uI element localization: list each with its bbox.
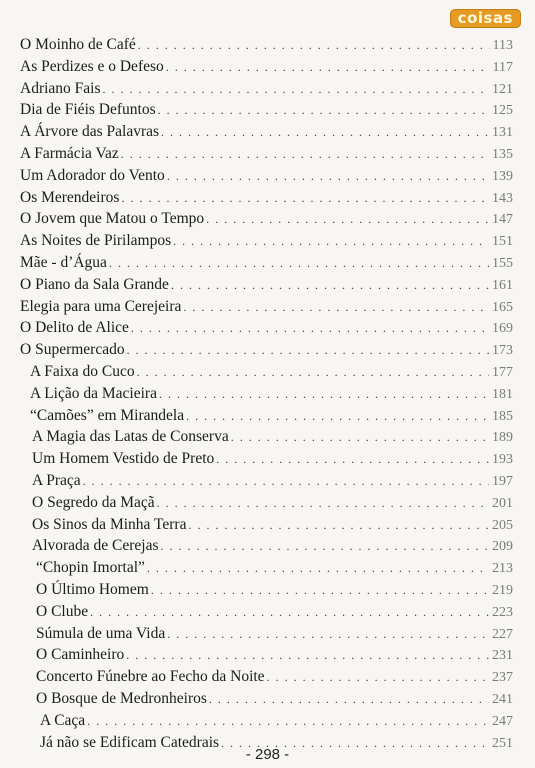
toc-entry-title: A Farmácia Vaz xyxy=(20,145,119,162)
dot-leader xyxy=(147,561,489,576)
toc-entry-page: 173 xyxy=(492,343,513,358)
toc-entry-title: O Jovem que Matou o Tempo xyxy=(20,210,205,227)
dot-leader xyxy=(87,714,489,729)
toc-entry xyxy=(0,341,513,361)
toc-entry xyxy=(0,58,513,78)
coisas-logo: coisas xyxy=(450,9,521,28)
toc-entry xyxy=(0,472,513,492)
dot-leader xyxy=(121,147,489,162)
toc-entry-title: Adriano Fais xyxy=(20,80,101,97)
dot-leader xyxy=(127,343,489,358)
toc-entry-page: 135 xyxy=(492,147,513,162)
toc-entry-title: Dia de Fiéis Defuntos xyxy=(20,101,156,118)
toc-entry-title: A Caça xyxy=(40,712,86,729)
toc-entry xyxy=(0,145,513,165)
toc-entry-title: O Moinho de Café xyxy=(20,36,136,53)
dot-leader xyxy=(161,539,489,554)
toc-entry-page: 181 xyxy=(492,387,513,402)
toc-entry-title: Um Adorador do Vento xyxy=(20,167,165,184)
toc-entry-title: Súmula de uma Vida xyxy=(36,625,166,642)
toc-entry-page: 251 xyxy=(492,736,513,751)
dot-leader xyxy=(109,256,489,271)
toc-entry-title: A Magia das Latas de Conserva xyxy=(32,428,229,445)
dot-leader xyxy=(183,300,489,315)
toc-entry-page: 193 xyxy=(492,452,513,467)
toc-entry-title: Concerto Fúnebre ao Fecho da Noite xyxy=(36,668,265,685)
toc-entry-page: 169 xyxy=(492,321,513,336)
toc-entry-title: Mãe - d’Água xyxy=(20,254,107,271)
toc-entry-page: 189 xyxy=(492,430,513,445)
dot-leader xyxy=(173,234,489,249)
toc-entry-page: 121 xyxy=(492,82,513,97)
toc-entry-page: 151 xyxy=(492,234,513,249)
dot-leader xyxy=(137,365,489,380)
dot-leader xyxy=(159,387,489,402)
toc-entry-title: “Chopin Imortal” xyxy=(36,559,145,576)
toc-entry-page: 125 xyxy=(492,103,513,118)
toc-entry-page: 197 xyxy=(492,474,513,489)
dot-leader xyxy=(103,82,489,97)
toc-entry xyxy=(0,101,513,121)
dot-leader xyxy=(186,409,489,424)
toc-entry xyxy=(0,668,513,688)
toc-entry xyxy=(0,581,513,601)
dot-leader xyxy=(90,605,489,620)
dot-leader xyxy=(167,169,489,184)
dot-leader xyxy=(167,627,489,642)
toc-entry-page: 117 xyxy=(492,60,513,75)
toc-entry xyxy=(0,625,513,645)
toc-entry-page: 247 xyxy=(492,714,513,729)
dot-leader xyxy=(206,212,489,227)
toc-entry xyxy=(0,603,513,623)
dot-leader xyxy=(267,670,489,685)
toc-entry xyxy=(0,298,513,318)
toc-entry-title: O Piano da Sala Grande xyxy=(20,276,169,293)
toc-entry xyxy=(0,254,513,274)
toc-entry xyxy=(0,36,513,56)
dot-leader xyxy=(188,518,489,533)
toc-entry xyxy=(0,123,513,143)
dot-leader xyxy=(157,496,489,511)
toc-entry-title: O Clube xyxy=(36,603,89,620)
toc-entry-page: 165 xyxy=(492,300,513,315)
toc-entry-title: O Delito de Alice xyxy=(20,319,129,336)
toc-entry-title: As Noites de Pirilampos xyxy=(20,232,172,249)
toc-entry xyxy=(0,537,513,557)
toc-entry xyxy=(0,385,513,405)
toc-entry-title: A Faixa do Cuco xyxy=(30,363,135,380)
toc-entry-page: 241 xyxy=(492,692,513,707)
toc-entry-page: 139 xyxy=(492,169,513,184)
toc-entry xyxy=(0,450,513,470)
dot-leader xyxy=(158,103,489,118)
toc-entry-page: 147 xyxy=(492,212,513,227)
toc-entry-page: 213 xyxy=(492,561,513,576)
toc-entry-title: O Último Homem xyxy=(36,581,149,598)
dot-leader xyxy=(231,430,489,445)
toc-entry-title: A Praça xyxy=(32,472,81,489)
toc-entry-page: 227 xyxy=(492,627,513,642)
toc-entry xyxy=(0,189,513,209)
toc-entry-title: Já não se Edificam Catedrais xyxy=(40,734,220,751)
toc-entry-title: Os Sinos da Minha Terra xyxy=(32,516,187,533)
dot-leader xyxy=(131,321,489,336)
toc-entry xyxy=(0,428,513,448)
toc-entry xyxy=(0,516,513,536)
toc-entry-title: Um Homem Vestido de Preto xyxy=(32,450,215,467)
toc-entry-page: 143 xyxy=(492,191,513,206)
toc-entry-page: 209 xyxy=(492,539,513,554)
toc-entry-title: O Segredo da Maçã xyxy=(32,494,155,511)
toc-entry-page: 231 xyxy=(492,648,513,663)
toc-entry xyxy=(0,646,513,666)
toc-entry-page: 205 xyxy=(492,518,513,533)
toc-entry-page: 185 xyxy=(492,409,513,424)
toc-entry-title: Elegia para uma Cerejeira xyxy=(20,298,182,315)
dot-leader xyxy=(216,452,489,467)
toc-entry-title: O Bosque de Medronheiros xyxy=(36,690,207,707)
toc-entry-page: 113 xyxy=(492,38,513,53)
dot-leader xyxy=(121,191,489,206)
dot-leader xyxy=(171,278,489,293)
toc-entry xyxy=(0,167,513,187)
toc-entry-page: 219 xyxy=(492,583,513,598)
toc-entry xyxy=(0,690,513,710)
toc-entry xyxy=(0,80,513,100)
toc-entry xyxy=(0,319,513,339)
toc-entry-title: O Caminheiro xyxy=(36,646,125,663)
page-number: - 298 - xyxy=(245,746,290,763)
toc-entry-page: 223 xyxy=(492,605,513,620)
dot-leader xyxy=(151,583,489,598)
toc-entry xyxy=(0,559,513,579)
dot-leader xyxy=(126,648,489,663)
toc-entry-page: 155 xyxy=(492,256,513,271)
toc-entry-title: Alvorada de Cerejas xyxy=(32,537,159,554)
toc-entry xyxy=(0,210,513,230)
toc-entry-title: Os Merendeiros xyxy=(20,189,120,206)
toc-entry xyxy=(0,232,513,252)
toc-entry-title: “Camões” em Mirandela xyxy=(30,407,185,424)
toc-entry-title: A Árvore das Palavras xyxy=(20,123,160,140)
toc-entry-title: As Perdizes e o Defeso xyxy=(20,58,164,75)
toc-entry-page: 237 xyxy=(492,670,513,685)
toc-entry xyxy=(0,363,513,383)
toc-entry-page: 201 xyxy=(492,496,513,511)
dot-leader xyxy=(209,692,489,707)
toc-entry xyxy=(0,494,513,514)
dot-leader xyxy=(166,60,490,75)
toc-entry-title: O Supermercado xyxy=(20,341,125,358)
toc-entry-page: 177 xyxy=(492,365,513,380)
toc-entry-page: 161 xyxy=(492,278,513,293)
toc-entry xyxy=(0,407,513,427)
dot-leader xyxy=(83,474,489,489)
toc-entry-title: A Lição da Macieira xyxy=(30,385,157,402)
dot-leader xyxy=(161,125,489,140)
dot-leader xyxy=(138,38,490,53)
toc-entry xyxy=(0,276,513,296)
toc-entry xyxy=(0,712,513,732)
toc-entry-page: 131 xyxy=(492,125,513,140)
